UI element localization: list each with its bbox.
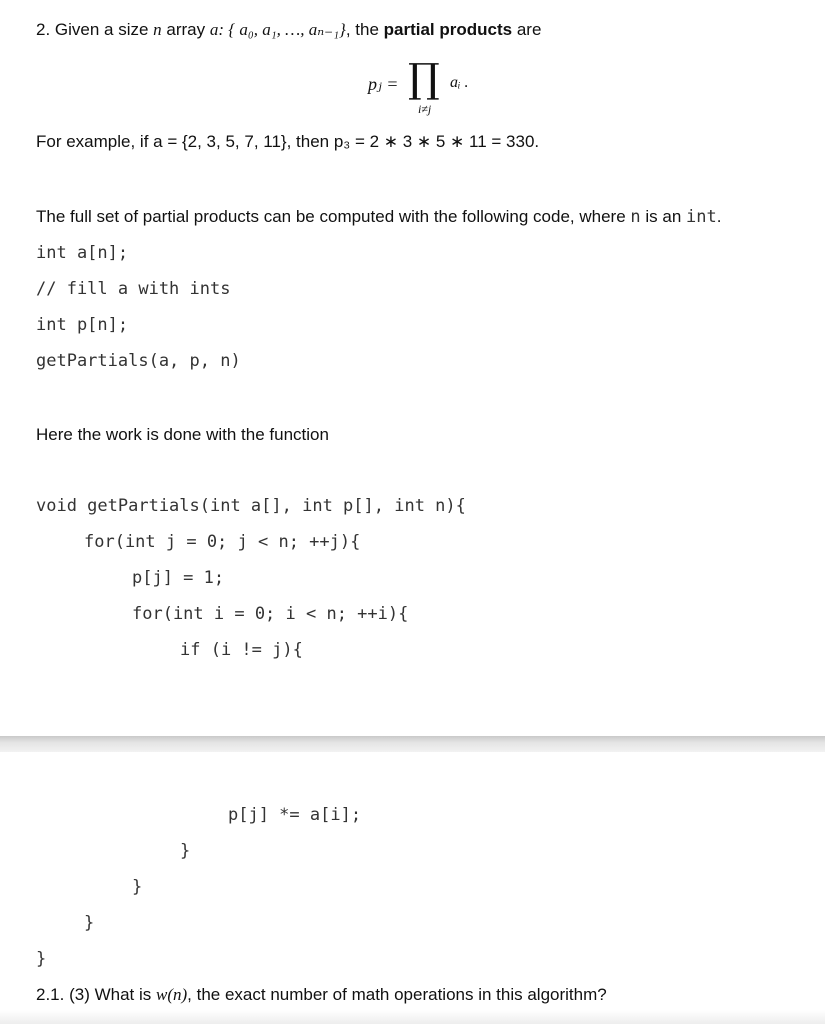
code-intro-int: int [686,207,717,227]
code-line: } [132,877,143,897]
page-bottom-shadow [0,1010,825,1024]
code-line: p[j] = 1; [132,568,225,588]
intro-text: are [512,20,542,39]
intro-text: , the [345,20,384,39]
example-line: For example, if a = {2, 3, 5, 7, 11}, then p₃ = 2 ∗ 3 ∗ 5 ∗ 11 = 330. [36,132,540,151]
function-intro: Here the work is done with the function [36,425,329,444]
code-intro [36,207,721,227]
question-text: 2.1. (3) What is [36,985,156,1004]
page-divider [0,736,825,752]
code-line: // fill a with ints [36,279,231,299]
question-text: , the exact number of math operations in this algorithm? [187,985,607,1004]
code-line: p[j] *= a[i]; [228,805,362,825]
code-intro-text: The full set of partial products can be computed with the following code, where [36,207,631,226]
code-intro-text: is an [640,207,686,226]
intro-bold: partial products [383,20,513,39]
intro-a: a [209,20,219,39]
code-line: int p[n]; [36,315,129,335]
code-line: void getPartials(int a[], int p[], int n){ [36,496,466,516]
question-w: w(n) [155,985,188,1004]
formula-subscript: i≠j [418,102,432,116]
code-line: if (i != j){ [180,640,303,660]
intro-n: n [153,20,162,39]
code-line: int a[n]; [36,243,129,263]
product-symbol: ∏ [408,56,440,102]
problem-intro [36,20,541,40]
code-line: } [36,949,47,969]
code-line: for(int j = 0; j < n; ++j){ [84,532,361,552]
code-line: getPartials(a, p, n) [36,351,241,371]
formula-lhs: pⱼ = [368,74,399,94]
code-line: } [180,841,191,861]
intro-text: array [161,20,210,39]
code-line: } [84,913,95,933]
intro-set: : { a₀, a₁, …, aₙ₋₁} [218,20,346,39]
question-2-1 [36,985,607,1005]
intro-text: 2. Given a size [36,20,154,39]
formula-term: aᵢ . [450,74,469,91]
code-line: for(int i = 0; i < n; ++i){ [132,604,409,624]
code-intro-n: n [630,207,641,227]
code-intro-text: . [716,207,722,226]
